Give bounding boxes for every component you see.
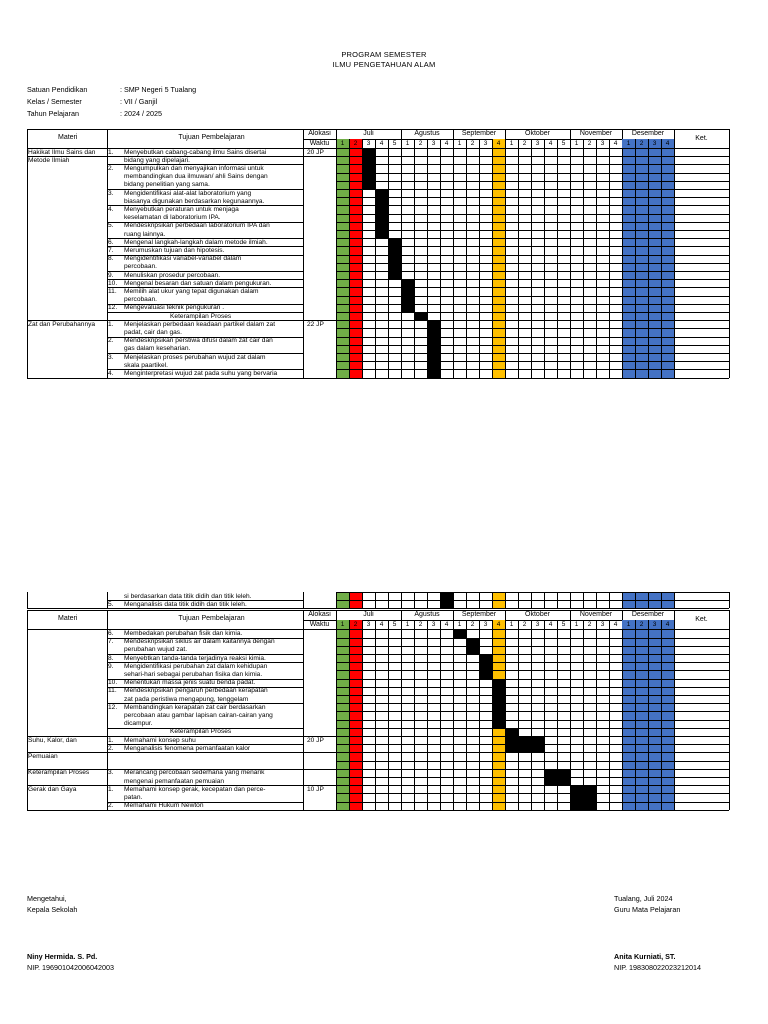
tujuan-cell: skala paartikel.: [124, 361, 168, 369]
schedule-block: [518, 736, 531, 744]
header-month: Agustus: [414, 611, 440, 619]
schedule-block: [440, 600, 453, 608]
schedule-block: [583, 802, 596, 810]
tujuan-cell: patan.: [124, 793, 143, 801]
item-number: 3.: [108, 353, 114, 361]
schedule-block: [375, 230, 388, 238]
tujuan-cell: zat pada peristiwa mengapung, tenggelam: [124, 695, 249, 703]
schedule-block: [479, 670, 492, 678]
header-waktu: Waktu: [309, 621, 330, 629]
schedule-block: [427, 353, 440, 361]
header-week: 1: [340, 621, 345, 629]
tujuan-cell: Menjelaskan perbedaan keadaan partikel dalam zat: [124, 320, 276, 328]
header-week: 1: [405, 140, 410, 147]
header-week: 2: [522, 140, 527, 147]
header-week: 2: [470, 140, 475, 147]
header-week: 5: [392, 140, 397, 147]
item-number: 9.: [108, 271, 114, 279]
doc-title: PROGRAM SEMESTER: [341, 50, 427, 59]
schedule-block: [401, 279, 414, 287]
teacher-name: Anita Kurniati, ST.: [614, 952, 676, 961]
schedule-block: [375, 205, 388, 213]
schedule-block: [427, 361, 440, 369]
header-week: 5: [561, 621, 566, 629]
header-week: 2: [418, 621, 423, 629]
header-week: 3: [600, 140, 605, 147]
header-month: November: [579, 130, 613, 137]
header-week: 4: [548, 621, 553, 629]
schedule-block: [570, 802, 583, 810]
tujuan-cell: Menyebutkan peraturan untuk menjaga: [124, 205, 239, 213]
schedule-block: [492, 695, 505, 703]
item-number: 4.: [108, 369, 114, 377]
schedule-block: [440, 592, 453, 600]
schedule-block: [388, 246, 401, 254]
tujuan-cell: Menentukan massa jenis suatu benda padat.: [124, 679, 256, 687]
meta-value-school: : SMP Negeri 5 Tualang: [120, 85, 197, 94]
tujuan-cell: Mendeskripsikan siklus air dalam kaitannya dengan: [124, 638, 275, 646]
schedule-block: [427, 328, 440, 336]
tujuan-cell: Mengidentifikasi alat-alat laboratorium yang: [124, 189, 252, 197]
schedule-block: [505, 736, 518, 744]
schedule-block: [414, 312, 427, 320]
header-week: 3: [652, 621, 657, 629]
tujuan-cell: Merancang percobaan sederhana yang menarik: [124, 769, 265, 777]
materi-cell: Keterampilan Proses: [28, 769, 90, 777]
tujuan-cell: Mengumpulkan dan menyajikan informasi untuk: [124, 164, 264, 172]
meta-value-year: : 2024 / 2025: [120, 109, 162, 118]
header-week: 1: [626, 621, 631, 629]
schedule-block: [518, 744, 531, 752]
tujuan-cell: mengenai pemanfaatan pemuaian: [124, 777, 225, 785]
item-number: 6.: [108, 238, 114, 246]
header-ket: Ket.: [695, 135, 708, 142]
item-number: 7.: [108, 246, 114, 254]
schedule-block: [505, 744, 518, 752]
schedule-block: [544, 769, 557, 777]
header-month: November: [579, 611, 613, 619]
schedule-block: [401, 296, 414, 304]
tujuan-cell: bidang penelitian yang sama.: [124, 181, 210, 189]
schedule-block: [375, 214, 388, 222]
header-week: 1: [626, 140, 631, 147]
header-waktu: Waktu: [309, 140, 330, 147]
meta-label-year: Tahun Pelajaran: [27, 109, 79, 118]
header-tujuan: Tujuan Pembelajaran: [178, 615, 245, 623]
schedule-block: [427, 345, 440, 353]
tujuan-cell: ruang lainnya.: [124, 230, 166, 238]
schedule-block: [492, 720, 505, 728]
item-number: 7.: [108, 638, 114, 646]
header-month: Juli: [363, 611, 374, 619]
schedule-block: [505, 728, 518, 736]
tujuan-cell: Mendeskripsikan perbedaan laboratorium IPA dan: [124, 222, 270, 230]
schedule-block: [531, 744, 544, 752]
schedule-block: [492, 687, 505, 695]
item-number: 11.: [108, 687, 117, 695]
tujuan-cell: dicampur.: [124, 720, 153, 728]
header-month: Oktober: [525, 611, 550, 619]
schedule-block: [531, 736, 544, 744]
tujuan-cell: Keterampilan Proses: [170, 312, 232, 320]
item-number: 8.: [108, 255, 114, 263]
header-ket: Ket.: [695, 616, 708, 624]
header-week: 5: [561, 140, 566, 147]
tujuan-cell: bidang yang dipelajari.: [124, 156, 190, 164]
header-week: 2: [639, 621, 644, 629]
materi-cell: Hakikat Ilmu Sains dan: [28, 148, 96, 156]
header-week: 4: [379, 140, 384, 147]
schedule-block: [427, 369, 440, 377]
item-number: 1.: [108, 148, 114, 156]
schedule-block: [466, 638, 479, 646]
tujuan-cell: Menganalisis data titik didih dan titik leleh.: [124, 600, 247, 608]
schedule-block: [375, 197, 388, 205]
item-number: 2.: [108, 802, 114, 810]
header-week: 4: [613, 140, 618, 147]
header-week: 2: [470, 621, 475, 629]
schedule-block: [375, 222, 388, 230]
schedule-block: [375, 189, 388, 197]
materi-cell: Zat dan Perubahannya: [28, 320, 96, 328]
schedule-block: [583, 785, 596, 793]
schedule-block: [492, 679, 505, 687]
tujuan-cell: Mendeskripsikan pengaruh perbedaan kerapatan: [124, 687, 268, 695]
header-week: 3: [431, 621, 436, 629]
header-week: 1: [509, 140, 514, 147]
meta-value-class: : VII / Ganjil: [120, 97, 158, 106]
header-week: 4: [379, 621, 384, 629]
header-week: 3: [652, 140, 657, 147]
item-number: 1.: [108, 736, 114, 744]
header-week: 2: [522, 621, 527, 629]
tujuan-cell: biasanya digunakan berdasarkan kegunaannya.: [124, 197, 265, 205]
header-month: Agustus: [414, 130, 440, 137]
principal-nip: NIP. 196901042006042003: [27, 963, 114, 972]
header-week: 1: [340, 140, 345, 147]
item-number: 5.: [108, 222, 114, 230]
item-number: 2.: [108, 164, 114, 172]
schedule-block: [427, 337, 440, 345]
materi-cell: Pemuaian: [28, 752, 58, 760]
schedule-block: [362, 148, 375, 156]
tujuan-cell: percobaan.: [124, 296, 157, 304]
header-week: 2: [353, 621, 358, 629]
schedule-block: [492, 711, 505, 719]
header-week: 4: [665, 140, 670, 147]
schedule-block: [583, 793, 596, 801]
alokasi-cell: 20 JP: [307, 148, 324, 156]
schedule-block: [570, 793, 583, 801]
header-month: Desember: [631, 611, 665, 619]
tujuan-cell: Mendeskripsikan perstiwa difusi dalam zat cair dan: [124, 337, 273, 345]
item-number: 12.: [108, 304, 118, 312]
header-month: Oktober: [525, 130, 550, 137]
header-week: 4: [665, 621, 670, 629]
header-week: 2: [587, 140, 592, 147]
header-week: 1: [405, 621, 410, 629]
header-materi: Materi: [58, 615, 78, 623]
principal-name: Niny Hermida. S. Pd.: [27, 952, 98, 961]
header-month: Juli: [363, 130, 374, 137]
header-week: 1: [574, 140, 579, 147]
tujuan-cell: Mengenal langkah-langkah dalam metode ilmiah.: [124, 238, 268, 246]
materi-cell: Suhu, Kalor, dan: [28, 736, 77, 744]
header-month: September: [461, 130, 497, 137]
header-week: 5: [392, 621, 397, 629]
materi-cell: Gerak dan Gaya: [28, 785, 77, 793]
schedule-block: [388, 255, 401, 263]
header-week: 3: [366, 621, 371, 629]
header-week: 3: [366, 140, 371, 147]
header-week: 4: [613, 621, 618, 629]
header-week: 4: [548, 140, 553, 147]
sign-left-line2: Kepala Sekolah: [27, 905, 78, 914]
schedule-block: [544, 777, 557, 785]
header-alokasi: Alokasi: [308, 611, 331, 619]
header-tujuan: Tujuan Pembelajaran: [178, 134, 245, 141]
header-week: 2: [353, 140, 358, 147]
header-materi: Materi: [58, 134, 78, 141]
item-number: 4.: [108, 205, 114, 213]
tujuan-cell: Merumuskan tujuan dan hipotesis.: [124, 246, 225, 254]
item-number: 1.: [108, 320, 114, 328]
alokasi-cell: 20 JP: [307, 736, 324, 744]
item-number: 10.: [108, 279, 118, 287]
alokasi-cell: 10 JP: [307, 785, 324, 793]
header-week: 1: [457, 621, 462, 629]
header-week: 4: [444, 621, 449, 629]
header-week: 4: [444, 140, 449, 147]
sign-right-date: Tualang, Juli 2024: [614, 894, 673, 903]
header-week: 1: [509, 621, 514, 629]
tujuan-cell: percobaan.: [124, 263, 157, 271]
item-number: 11.: [108, 287, 117, 295]
item-number: 6.: [108, 629, 114, 637]
tujuan-cell: sehari-hari sebagai perubahan fisika dan kimia.: [124, 670, 263, 678]
tujuan-cell: Mengenal besaran dan satuan dalam pengukuran.: [124, 279, 272, 287]
tujuan-cell: Menyebutkan cabang-cabang ilmu Sains disertai: [124, 148, 267, 156]
item-number: 8.: [108, 654, 114, 662]
schedule-block: [388, 238, 401, 246]
sign-right-line2: Guru Mata Pelajaran: [614, 905, 681, 914]
meta-label-class: Kelas / Semester: [27, 97, 82, 106]
header-week: 3: [535, 140, 540, 147]
item-number: 5.: [108, 600, 114, 608]
tujuan-cell: percobaan atau gambar lapisan cairan-cairan yang: [124, 711, 273, 719]
tujuan-cell: si berdasarkan data titik didih dan titik leleh.: [124, 592, 252, 600]
tujuan-cell: Menuliskan prosedur percobaan.: [124, 271, 221, 279]
schedule-block: [362, 164, 375, 172]
schedule-block: [362, 156, 375, 164]
alokasi-cell: 22 JP: [307, 320, 324, 328]
schedule-block: [466, 646, 479, 654]
schedule-block: [388, 271, 401, 279]
header-week: 2: [587, 621, 592, 629]
tujuan-cell: Menganalisis fenomena pemanfaatan kalor: [124, 744, 251, 752]
tujuan-cell: membandingkan dua ilmuwan/ ahli Sains dengan: [124, 173, 268, 181]
header-week: 1: [457, 140, 462, 147]
tujuan-cell: Memahami konsep suhu: [124, 736, 196, 744]
schedule-block: [388, 263, 401, 271]
tujuan-cell: Mengevaluasi teknik pengukuran .: [124, 304, 225, 312]
header-week: 4: [496, 140, 501, 147]
schedule-block: [492, 703, 505, 711]
tujuan-cell: Mengidentifikasi perubahan zat dalam kehidupan: [124, 662, 268, 670]
doc-subtitle: ILMU PENGETAHUAN ALAM: [332, 60, 436, 69]
item-number: 10.: [108, 679, 118, 687]
sign-left-line1: Mengetahui,: [27, 894, 67, 903]
item-number: 12.: [108, 703, 118, 711]
tujuan-cell: padat, cair dan gas.: [124, 328, 182, 336]
tujuan-cell: Mengidentifikasi variabel-variabel dalam: [124, 255, 242, 263]
tujuan-cell: perubahan wujud zat.: [124, 646, 188, 654]
schedule-block: [362, 181, 375, 189]
header-month: September: [461, 611, 497, 619]
header-week: 3: [431, 140, 436, 147]
schedule-block: [479, 654, 492, 662]
tujuan-cell: Menjelaskan proses perubahan wujud zat dalam: [124, 353, 266, 361]
meta-label-school: Satuan Pendidikan: [27, 85, 88, 94]
header-week: 1: [574, 621, 579, 629]
tujuan-cell: Membedakan perubahan fisik dan kimia.: [124, 629, 243, 637]
schedule-block: [453, 629, 466, 637]
tujuan-cell: gas dalam keseharian.: [124, 345, 191, 353]
tujuan-cell: Menyebtkan tanda-tanda terjadinya reaksi kimia.: [124, 654, 266, 662]
tujuan-cell: Keterampilan Proses: [170, 728, 232, 736]
tujuan-cell: Menginterpretasi wujud zat pada suhu yang bervaria: [124, 369, 278, 377]
teacher-nip: NIP. 198308022023212014: [614, 963, 701, 972]
schedule-block: [401, 287, 414, 295]
header-week: 2: [639, 140, 644, 147]
schedule-block: [570, 785, 583, 793]
schedule-block: [557, 769, 570, 777]
header-alokasi: Alokasi: [308, 130, 331, 137]
tujuan-cell: Membandingkan kerapatan zat cair berdasarkan: [124, 703, 266, 711]
header-month: Desember: [631, 130, 665, 137]
header-week: 3: [483, 621, 488, 629]
header-week: 4: [496, 621, 501, 629]
header-week: 3: [600, 621, 605, 629]
item-number: 3.: [108, 189, 114, 197]
header-week: 2: [418, 140, 423, 147]
item-number: 3.: [108, 769, 114, 777]
schedule-block: [427, 320, 440, 328]
header-week: 3: [483, 140, 488, 147]
schedule-block: [557, 777, 570, 785]
item-number: 2.: [108, 337, 114, 345]
item-number: 1.: [108, 785, 114, 793]
schedule-block: [362, 173, 375, 181]
schedule-block: [401, 304, 414, 312]
materi-cell: Metode Ilmiah: [28, 156, 70, 164]
tujuan-cell: Memilih alat ukur yang tepat digunakan dalam: [124, 287, 259, 295]
schedule-block: [479, 662, 492, 670]
header-week: 3: [535, 621, 540, 629]
tujuan-cell: Memahami Hukum Newton: [124, 802, 204, 810]
item-number: 2.: [108, 744, 114, 752]
item-number: 9.: [108, 662, 114, 670]
tujuan-cell: keselamatan di laboratorium IPA.: [124, 214, 221, 222]
tujuan-cell: Memahami konsep gerak, kecepatan dan perce-: [124, 785, 266, 793]
